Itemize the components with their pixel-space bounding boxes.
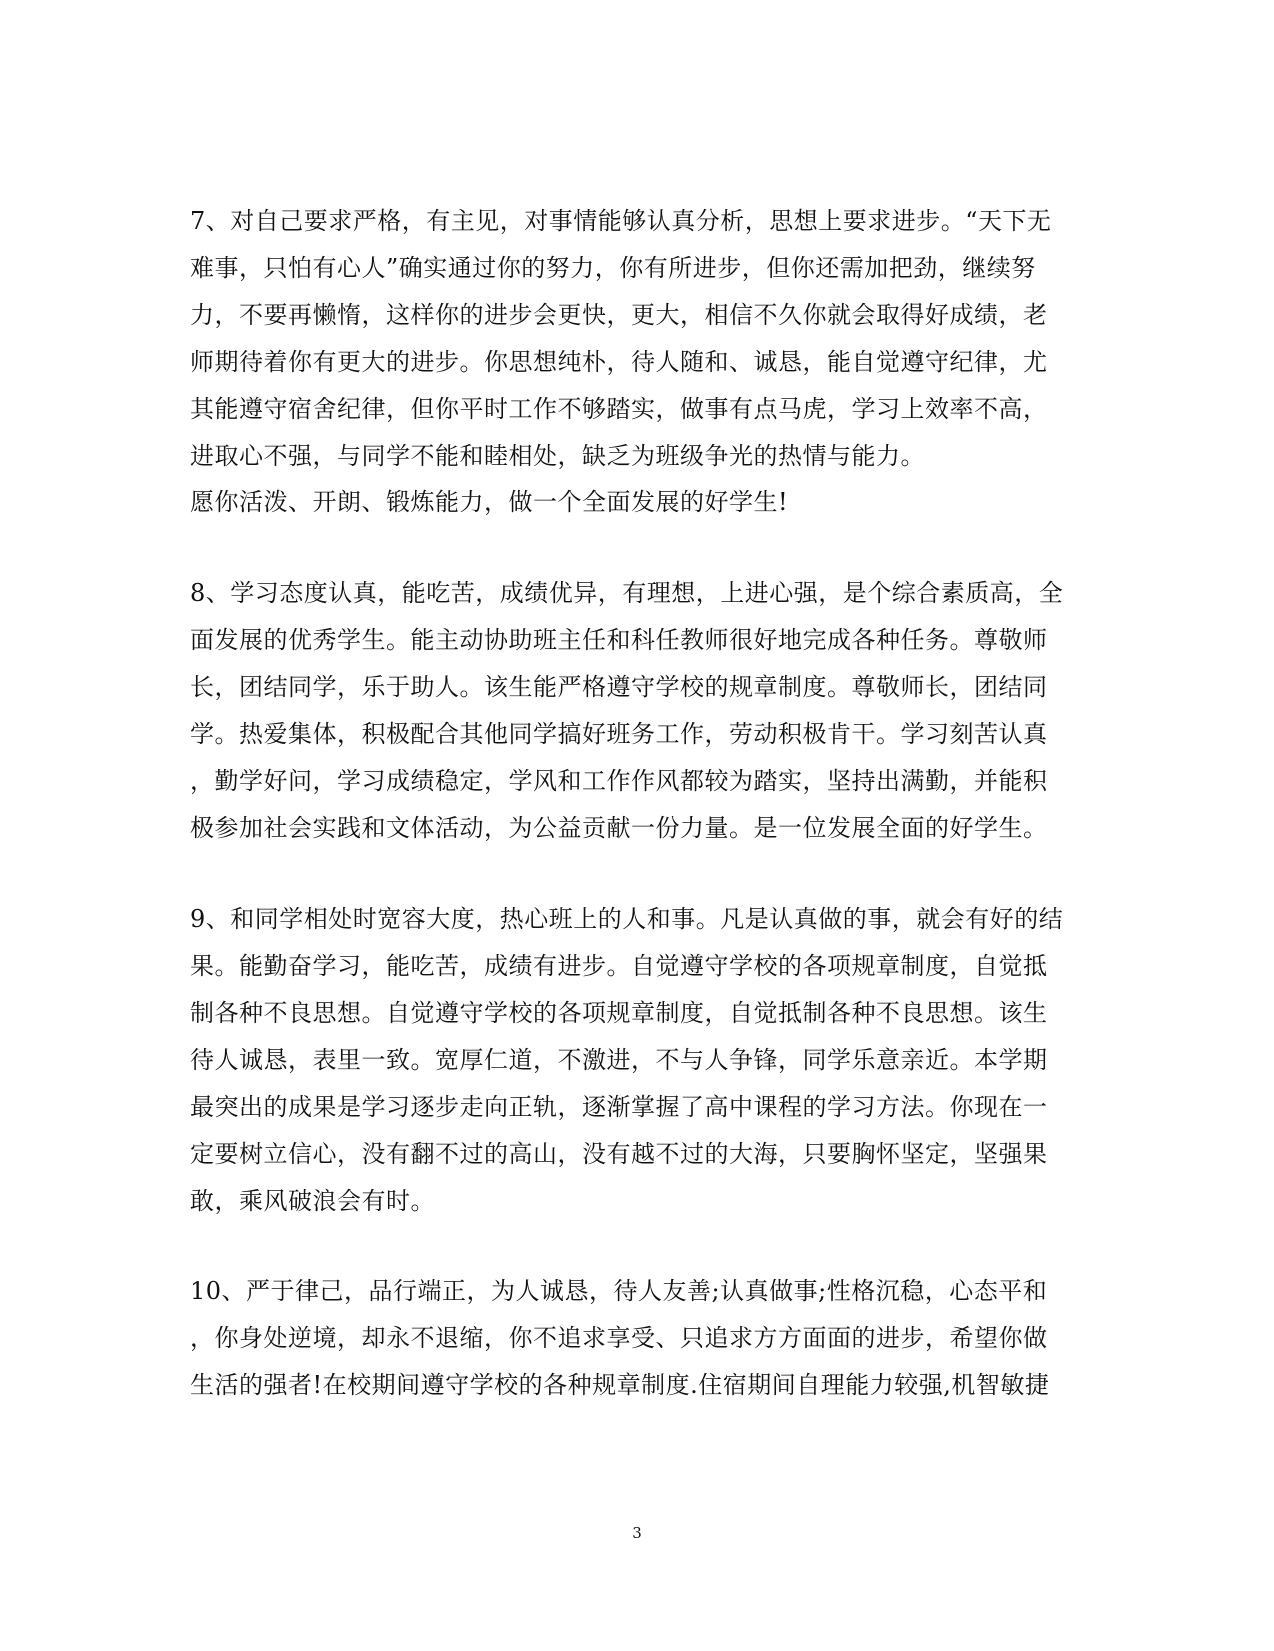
paragraph-10-line-3: 生活的强者!在校期间遵守学校的各种规章制度.住宿期间自理能力较强,机智敏捷	[190, 1371, 1050, 1399]
paragraph-9-line-4: 待人诚恳，表里一致。宽厚仁道，不激进，不与人争锋，同学乐意亲近。本学期	[190, 1046, 1048, 1074]
paragraph-9-line-7: 敢，乘风破浪会有时。	[190, 1187, 435, 1215]
paragraph-9-line-1: 9、和同学相处时宽容大度，热心班上的人和事。凡是认真做的事，就会有好的结	[190, 905, 1064, 933]
paragraph-8-line-6: 极参加社会实践和文体活动，为公益贡献一份力量。是一位发展全面的好学生。	[190, 814, 1048, 842]
paragraph-9-line-2: 果。能勤奋学习，能吃苦，成绩有进步。自觉遵守学校的各项规章制度，自觉抵	[190, 952, 1048, 980]
paragraph-7-line-5: 其能遵守宿舍纪律，但你平时工作不够踏实，做事有点马虎，学习上效率不高，	[190, 395, 1048, 423]
paragraph-8-line-2: 面发展的优秀学生。能主动协助班主任和科任教师很好地完成各种任务。尊敬师	[190, 626, 1048, 654]
paragraph-7-line-7: 愿你活泼、开朗、锻炼能力，做一个全面发展的好学生!	[190, 488, 789, 516]
page-number: 3	[632, 1524, 642, 1542]
paragraph-9-line-5: 最突出的成果是学习逐步走向正轨，逐渐掌握了高中课程的学习方法。你现在一	[190, 1093, 1048, 1121]
paragraph-8-line-3: 长，团结同学，乐于助人。该生能严格遵守学校的规章制度。尊敬师长，团结同	[190, 673, 1048, 701]
paragraph-8-line-1: 8、学习态度认真，能吃苦，成绩优异，有理想，上进心强，是个综合素质高，全	[190, 579, 1064, 607]
paragraph-9-line-3: 制各种不良思想。自觉遵守学校的各项规章制度，自觉抵制各种不良思想。该生	[190, 999, 1048, 1027]
paragraph-7-line-4: 师期待着你有更大的进步。你思想纯朴，待人随和、诚恳，能自觉遵守纪律，尤	[190, 348, 1048, 376]
paragraph-7-line-3: 力，不要再懒惰，这样你的进步会更快，更大，相信不久你就会取得好成绩，老	[190, 301, 1048, 329]
paragraph-9-line-6: 定要树立信心，没有翻不过的高山，没有越不过的大海，只要胸怀坚定，坚强果	[190, 1140, 1048, 1168]
paragraph-10-line-2: ，你身处逆境，却永不退缩，你不追求享受、只追求方方面面的进步，希望你做	[190, 1324, 1048, 1352]
paragraph-7-line-1: 7、对自己要求严格，有主见，对事情能够认真分析，思想上要求进步。“天下无	[190, 207, 1052, 235]
paragraph-8-line-5: ，勤学好问，学习成绩稳定，学风和工作作风都较为踏实，坚持出满勤，并能积	[190, 767, 1048, 795]
paragraph-8-line-4: 学。热爱集体，积极配合其他同学搞好班务工作，劳动积极肯干。学习刻苦认真	[190, 720, 1048, 748]
paragraph-7-line-6: 进取心不强，与同学不能和睦相处，缺乏为班级争光的热情与能力。	[190, 442, 925, 470]
paragraph-10-line-1: 10、严于律己，品行端正，为人诚恳，待人友善;认真做事;性格沉稳，心态平和	[190, 1277, 1048, 1305]
paragraph-7-line-2: 难事，只怕有心人”确实通过你的努力，你有所进步，但你还需加把劲，继续努	[190, 254, 1036, 282]
